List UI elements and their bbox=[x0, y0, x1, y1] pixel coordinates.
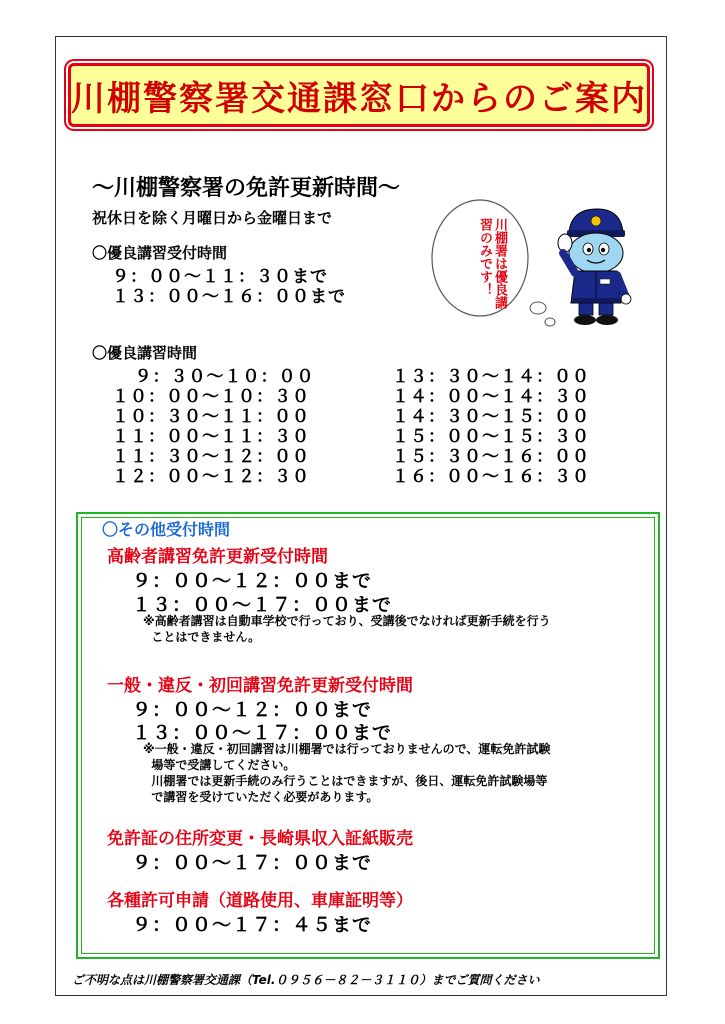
police-mascot-icon bbox=[555, 203, 635, 328]
general-note: で講習を受けていただく必要があります。 bbox=[143, 790, 379, 804]
elderly-heading: 高齢者講習免許更新受付時間 bbox=[107, 547, 328, 567]
other-hours-heading: 〇その他受付時間 bbox=[102, 520, 231, 539]
permits-heading: 各種許可申請（道路使用、車庫証明等） bbox=[107, 891, 413, 911]
elderly-note: ※高齢者講習は自動車学校で行っており、受講後でなければ更新手続を行う bbox=[143, 614, 551, 628]
elderly-note: ことはできません。 bbox=[143, 630, 261, 644]
general-note: 場等で受講してください。 bbox=[143, 758, 296, 772]
general-time: ９：００～１２：００まで bbox=[132, 699, 373, 721]
weekday-note: 祝休日を除く月曜日から金曜日まで bbox=[92, 209, 333, 227]
lecture-time-left: １０：３０～１１：００ bbox=[112, 407, 310, 427]
elderly-time: ９：００～１２：００まで bbox=[132, 570, 373, 592]
general-heading: 一般・違反・初回講習免許更新受付時間 bbox=[107, 676, 413, 696]
lecture-time-left: １０：００～１０：３０ bbox=[112, 387, 310, 407]
lecture-time-left: ９：３０～１０：００ bbox=[112, 367, 315, 387]
excellent-reception-time: ９：００～１１：３０まで bbox=[112, 267, 328, 287]
lecture-time-left: １１：３０～１２：００ bbox=[112, 447, 310, 467]
permits-time: ９：００～１７：４５まで bbox=[132, 914, 373, 936]
renewal-subtitle: ～川棚警察署の免許更新時間～ bbox=[92, 176, 401, 201]
lecture-time-left: １２：００～１２：３０ bbox=[112, 467, 310, 487]
address-heading: 免許証の住所変更・長崎県収入証紙販売 bbox=[107, 829, 413, 849]
general-note: ※一般・違反・初回講習は川棚署では行っておりませんので、運転免許試験 bbox=[143, 742, 551, 756]
footer-contact: ご不明な点は川棚警察署交通課（Tel.０９５６－８２－３１１０）までご質問ください bbox=[72, 973, 540, 987]
general-note: 川棚署では更新手続のみ行うことはできますが、後日、運転免許試験場等 bbox=[143, 774, 548, 788]
lecture-time-right: １３：３０～１４：００ bbox=[392, 367, 590, 387]
excellent-reception-heading: 〇優良講習受付時間 bbox=[92, 244, 228, 262]
excellent-reception-time: １３：００～１６：００まで bbox=[112, 287, 346, 307]
lecture-time-right: １５：３０～１６：００ bbox=[392, 447, 590, 467]
elderly-time: １３：００～１７：００まで bbox=[132, 594, 393, 616]
page-title: 川棚警察署交通課窓口からのご案内 bbox=[71, 78, 647, 119]
title-banner bbox=[68, 63, 650, 127]
address-time: ９：００～１７：００まで bbox=[132, 852, 373, 874]
lecture-time-right: １５：００～１５：３０ bbox=[392, 427, 590, 447]
lecture-time-left: １１：００～１１：３０ bbox=[112, 427, 310, 447]
excellent-lecture-heading: 〇優良講習時間 bbox=[92, 344, 198, 362]
lecture-time-right: １４：００～１４：３０ bbox=[392, 387, 590, 407]
bubble-text: 川棚署は優良講習のみです！ bbox=[477, 218, 507, 309]
lecture-time-right: １６：００～１６：３０ bbox=[392, 467, 590, 487]
lecture-time-right: １４：３０～１５：００ bbox=[392, 407, 590, 427]
general-time: １３：００～１７：００まで bbox=[132, 722, 393, 744]
